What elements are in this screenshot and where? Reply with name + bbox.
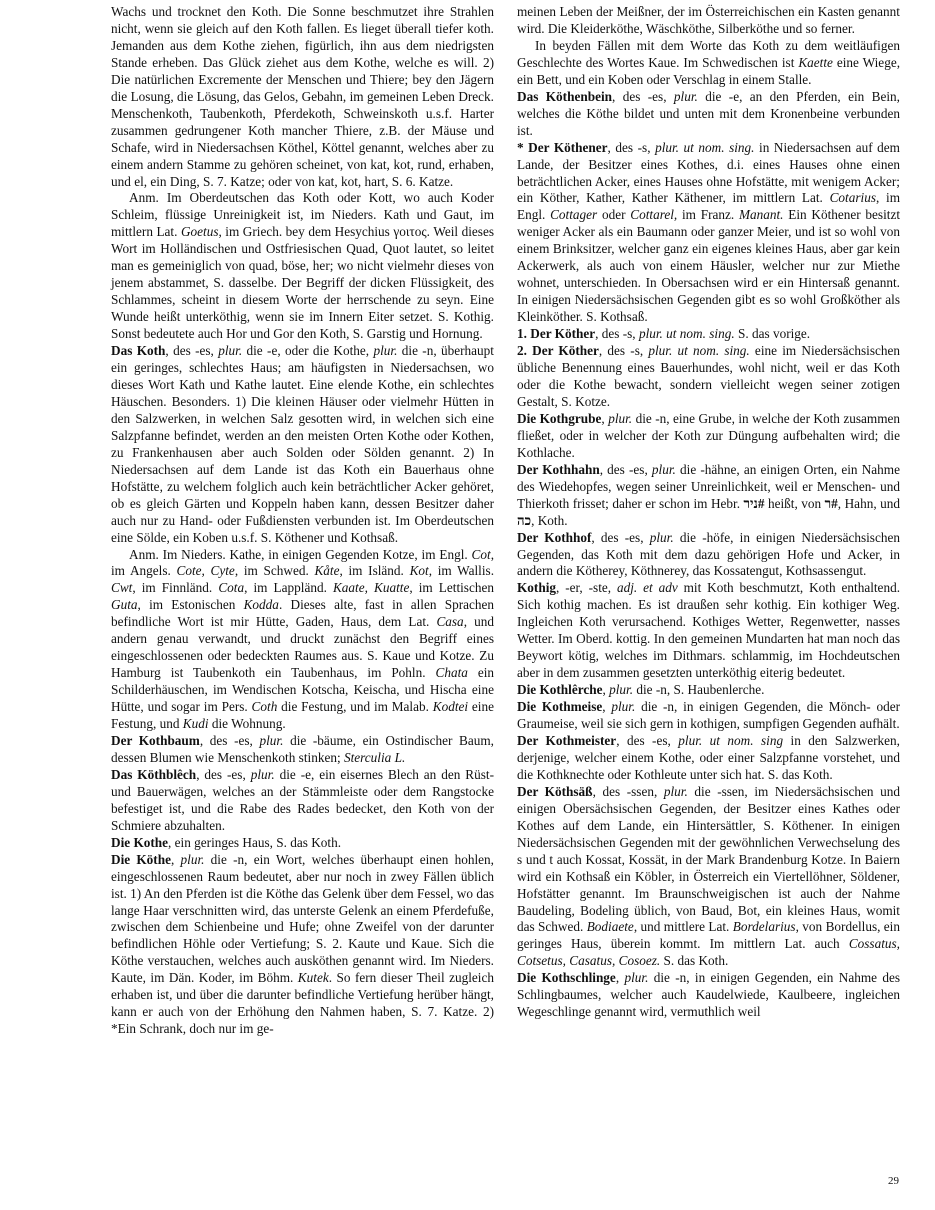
headword: 2. Der Köther bbox=[517, 343, 599, 359]
text-run: Wachs und trocknet den Koth. Die Sonne beschmutzet ihre Strahlen nicht, wenn sie gleich auf den Koth fallen. Es lieget überall tiefer koth. Jemanden aus dem Kothe ziehen, figürlich, ihn aus dem niedrigsten Stande erheben. Das Glück ziehet aus dem Kothe, welche es will. 2) Die natürlichen Excremente der Menschen und Thiere; bey den Jägern die Losung, die Lösung, das Gelos, Gebahn, im gemeinen Leben Dreck. Menschenkoth, Taubenkoth, Pferdekoth, Schweinskoth u.s.f. Harter zusammen gedrungener Koth mancher Thiere, z.B. der Mäuse und Schafe, wird in Niedersachsen Köthel, Köttel genannt, welches aber zu einem andern Stamme zu gehören scheinet, von kat, kot, rund, erhaben, und el, ein Ding, S. 7. Katze; oder von kat, kot, hart, S. 6. Katze. bbox=[111, 4, 494, 189]
text-run: , ein geringes Haus, S. das Koth. bbox=[168, 834, 342, 850]
italic-term: Coth bbox=[251, 699, 278, 715]
italic-term: Kot bbox=[409, 563, 429, 579]
italic-term: Kaate, Kuatte bbox=[332, 580, 410, 596]
dictionary-entry bbox=[517, 140, 900, 326]
italic-term: Kaette bbox=[798, 54, 833, 70]
text-run: eine Festung, und bbox=[111, 699, 494, 732]
text-run: eine im Niedersächsischen übliche Benennung eines Bauerhundes, wohl nicht, weil er das Koth oder die Kothe bewacht, sondern vielleicht wegen seiner zotigen Gestalt, S. Kotze. bbox=[517, 343, 900, 409]
headword: Kothig bbox=[517, 580, 557, 596]
dictionary-entry bbox=[517, 682, 900, 699]
italic-term: plur. bbox=[608, 410, 633, 426]
paragraph bbox=[517, 4, 900, 38]
italic-term: Kodtei bbox=[432, 699, 469, 715]
dictionary-entry bbox=[517, 580, 900, 682]
headword: 1. Der Köther bbox=[517, 326, 596, 342]
text-run: , des -es, bbox=[591, 529, 650, 545]
headword: Der Kothbaum bbox=[111, 732, 200, 748]
headword: Die Kothschlinge bbox=[517, 970, 616, 986]
text-run: , im Lettischen bbox=[409, 580, 494, 596]
italic-term: plur. bbox=[259, 732, 284, 748]
italic-term: Manant. bbox=[738, 207, 784, 223]
dictionary-entry bbox=[517, 699, 900, 733]
text-run: die -n, überhaupt ein geringes, schlechtes Haus; am häufigsten in Niedersachsen, wo dieses Wort Kath und Kathe lautet. Eine elende Kothe, ein schlechtes Häuschen. Besonders. 1) Die kleinen Häuser oder vielmehr Hütten in den Salzwerken, in welchen Salz gesotten wird, in welchen sich eine Salzpfanne befindet, werden an den meisten Orten Kothe oder Kothen, zu Frankenhausen aber auch Solden oder Sölden genannt. 2) In Niedersachsen auf dem Lande ist das Koth ein Bauerhaus ohne Hofstätte, zu welchem folglich auch kein beträchtlicher Acker gehöret, ob es gleich Gärten und Koppeln haben kann, dessen Besitzer daher auch nur zu Hand- oder Fußdiensten verbunden ist. Im Oberdeutschen eine Sölde, ein Koben u.s.f. S. Köthener und Kothsaß. bbox=[111, 343, 494, 545]
italic-term: Cwt bbox=[111, 580, 133, 596]
text-run: , Hahn, und bbox=[837, 495, 901, 511]
headword: Die Kothe bbox=[111, 834, 169, 850]
text-run: , und mittlere Lat. bbox=[633, 919, 733, 935]
italic-term: plur. ut nom. sing. bbox=[638, 326, 735, 342]
text-run: , bbox=[615, 970, 625, 986]
italic-term: plur. bbox=[673, 88, 698, 104]
italic-term: Kudi bbox=[182, 716, 209, 732]
text-run: , des -s, bbox=[607, 139, 656, 155]
headword: Der Köthsäß bbox=[517, 783, 593, 799]
italic-term: plur. bbox=[180, 851, 205, 867]
text-run: , von Bordellus, ein geringes Haus, überein kommt. Im mittlern Lat. auch bbox=[517, 919, 900, 952]
dictionary-entry bbox=[111, 852, 494, 1038]
text-run: die -bäume, ein Ostindischer Baum, dessen Blumen wie Menschenkoth stinken; bbox=[111, 732, 494, 765]
text-run: , bbox=[602, 699, 612, 715]
italic-term: Cotarius bbox=[829, 190, 876, 206]
dictionary-entry bbox=[517, 733, 900, 784]
text-run: im Franz. bbox=[677, 207, 739, 223]
italic-term: plur. bbox=[651, 461, 676, 477]
text-run: die -n, eine Grube, in welche der Koth zusammen fließet, oder in welcher der Koth zur Düngung aufbehalten wird; die Kothlache. bbox=[517, 410, 901, 460]
italic-term: plur. bbox=[611, 699, 636, 715]
headword: Der Kothmeister bbox=[517, 732, 617, 748]
italic-term: plur. bbox=[663, 783, 688, 799]
text-run: oder bbox=[597, 207, 631, 223]
italic-term: Cot bbox=[471, 546, 491, 562]
headword: Die Kothlêrche bbox=[517, 682, 603, 698]
text-run: die -n, in einigen Gegenden, ein Nahme des Schlingbaumes, welcher auch Kaudelwiede, Kaulbeere, ingleichen Wegeschlinge genannt wird, vermuthlich weil bbox=[517, 970, 900, 1020]
dictionary-entry bbox=[517, 462, 900, 530]
page-number: 29 bbox=[888, 1175, 899, 1187]
headword: Die Kothmeise bbox=[517, 699, 603, 715]
italic-term: plur. bbox=[624, 970, 649, 986]
headword: Die Köthe bbox=[111, 851, 171, 867]
text-run: , im Schwed. bbox=[234, 563, 315, 579]
text-run: , im Lappländ. bbox=[244, 580, 333, 596]
italic-term: plur. bbox=[649, 529, 674, 545]
headword: * Der Köthener bbox=[517, 139, 608, 155]
text-run: Ein Köthener besitzt weniger Acker als ein Baumann oder ganzer Meier, und ist so wohl von einem Brinksitzer, welcher ganz ein eigenes kleines Haus, aber gar kein Ackerwerk, als auch von einem Häusler, welcher nur zur Miethe wohnet, unterschieden. In Obersachsen wird er ein Hintersaß genannt. In einigen Niedersächsischen Gegenden gibt es so wohl Großköther als Kleinköther. S. Kothsaß. bbox=[517, 207, 900, 325]
headword: כה bbox=[517, 512, 532, 528]
italic-term: Bordelarius bbox=[732, 919, 796, 935]
text-run: , im Engl. bbox=[517, 190, 900, 223]
italic-term: Chata bbox=[435, 665, 468, 681]
italic-term: plur. ut nom. sing. bbox=[648, 343, 750, 359]
italic-term: adj. et adv bbox=[616, 580, 678, 596]
text-run: , des -es, bbox=[199, 732, 260, 748]
text-run: eine Wiege, ein Bett, und ein Koben oder Verschlag in einem Stalle. bbox=[517, 54, 901, 87]
text-run: , bbox=[170, 851, 181, 867]
text-run: , und andern genau verwandt, und druckt zunächst den Begriff eines eingeschlossenen oder bedeckten Raumes aus. S. Kaue und Kotze. Zu Hamburg ist Taubenkoth ein Taubenhaus, im Pohln. bbox=[111, 614, 494, 681]
text-run: in den Salzwerken, derjenige, welcher einem Kothe, oder einer Salzpfanne vorstehet, und die Kothknechte oder Kothleute unter sich hat. S. das Koth. bbox=[517, 732, 900, 782]
text-run: mit Koth beschmutzt, Koth enthaltend. Sich kothig machen. Es ist draußen sehr kothig. Ein kothiger Weg. Ingleichen Koth verursachend. Kothiges Wetter, Regenwetter, nasses Wetter. Im Oberd. kottig. In den gemeinen Mundarten hat man noch das Beywort kötig, welches im Dithmars. schlammig, im Hochdeutschen aber in dem zusammen gesetzten unterköthig eiterig bedeutet. bbox=[517, 580, 901, 681]
italic-term: Kodda bbox=[243, 597, 279, 613]
italic-term: Bodiaete bbox=[586, 919, 634, 935]
italic-term: Guta bbox=[111, 597, 138, 613]
text-run: S. das Koth. bbox=[660, 953, 729, 969]
dictionary-entry bbox=[111, 835, 494, 852]
paragraph bbox=[111, 4, 494, 190]
text-run: meinen Leben der Meißner, der im Österreichischen ein Kasten genannt wird. Die Kleiderköthe, Wäschköthe, Silberköthe und so ferner. bbox=[517, 4, 900, 36]
text-run: die Wohnung. bbox=[208, 716, 286, 732]
text-run: , des -es, bbox=[616, 732, 679, 748]
text-run: heißt, von bbox=[764, 495, 825, 511]
text-run: die -e, ein eisernes Blech an den Rüst- und Bauerwägen, welches an der Stämmleiste oder dem Rangstocke befestiget ist, und die Rabe des Rades bedecket, den Koth von der Schmiere abzuhalten. bbox=[111, 766, 494, 833]
text-run: die -höfe, in einigen Niedersächsischen Gegenden, das Koth mit dem dazu gehörigen Hofe und Acker, in andern die Kötherey, Köthnerey, das Kossatengut, Kothsassengut. bbox=[517, 529, 900, 579]
italic-term: Cottager bbox=[550, 207, 598, 223]
italic-term: plur. ut nom. sing bbox=[678, 732, 784, 748]
text-run: Anm. Im Nieders. Kathe, in einigen Gegenden Kotze, im Engl. bbox=[129, 546, 472, 562]
dictionary-entry bbox=[517, 89, 900, 140]
dictionary-entry bbox=[517, 343, 900, 411]
paragraph bbox=[517, 38, 900, 89]
text-run: in Niedersachsen auf dem Lande, der Besitzer eines Kothes, d.i. eines Hauses ohne einen beträchtlichen Acker, eines Hauses ohne Hofstätte, mit wenigem Acker; ein Köther, Kather, Kather Käthener, im mittlern Lat. bbox=[517, 139, 900, 206]
text-run: , Koth. bbox=[531, 512, 568, 528]
text-run: , bbox=[601, 410, 609, 426]
dictionary-entry bbox=[111, 733, 494, 767]
dictionary-entry bbox=[517, 326, 900, 343]
dictionary-entry bbox=[517, 530, 900, 581]
headword: Das Köthblêch bbox=[111, 766, 197, 782]
italic-term: plur. ut nom. sing. bbox=[655, 139, 755, 155]
text-run: , im Isländ. bbox=[339, 563, 410, 579]
text-run: die -n, ein Wort, welches überhaupt einen hohlen, eingeschlossenen Raum bedeutet, aber nur noch in zwey Fällen üblich ist. 1) An den Pferden ist die Köthe das Gelenk über dem Fessel, wo das lange Haar verschnitten wird, das unterste Gelenk an einem Pferdefuße, zwischen dem Schienbeine und Hufe; ohne Zweifel von der darunter befindlichen Höhle oder Vertiefung; S. 2. Kaute und Kaue. Sich die Köthe verstauchen, welches auch ausköthen genannt wird. Im Nieders. Kaute, im Dän. Koder, im Böhm. bbox=[111, 851, 494, 986]
text-run: die Festung, und im Malab. bbox=[277, 699, 433, 715]
italic-term: plur. bbox=[218, 343, 243, 359]
text-run: , -er, -ste, bbox=[556, 580, 617, 596]
italic-term: Cottarel, bbox=[630, 207, 678, 223]
dictionary-entry bbox=[517, 970, 900, 1021]
headword: Die Kothgrube bbox=[517, 410, 602, 426]
dictionary-entry bbox=[517, 784, 900, 970]
italic-term: Cota bbox=[218, 580, 245, 596]
text-run: Anm. Im Oberdeutschen das Koth oder Kott, wo auch Koder Schleim, flüssige Unreinigkeit ist, im Nieders. Kath und Gaut, im mittlern Lat. bbox=[111, 190, 494, 240]
text-run: , des -es, bbox=[612, 88, 674, 104]
left-column bbox=[111, 4, 494, 1038]
paragraph bbox=[111, 190, 494, 343]
text-run: , des -s, bbox=[595, 326, 639, 342]
text-run: die -n, S. Haubenlerche. bbox=[633, 682, 765, 698]
italic-term: Kåte bbox=[314, 563, 340, 579]
text-run: , bbox=[602, 682, 610, 698]
text-run: , im Wallis. bbox=[428, 563, 495, 579]
text-run: , im Angels. bbox=[111, 546, 494, 579]
text-run: ein Schilderhäuschen, im Wendischen Kotscha, Keischa, und Hischa eine Hütte, und sogar im Pers. bbox=[111, 665, 494, 715]
text-run: , des -es, bbox=[165, 343, 219, 359]
italic-term: Kutek bbox=[297, 970, 329, 986]
text-run: , des -s, bbox=[598, 343, 649, 359]
headword: ניר# bbox=[743, 495, 765, 511]
headword: Der Kothhof bbox=[517, 529, 592, 545]
text-run: die -hähne, an einigen Orten, ein Nahme des Wiedehopfes, wegen seiner Unreinlichkeit, weil er Menschen- und Thierkoth frisset; daher er schon im Hebr. bbox=[517, 461, 900, 511]
text-run: die -e, an den Pferden, ein Bein, welches die Köthe bildet und unten mit dem Kronenbeine verbunden ist. bbox=[517, 88, 900, 138]
text-run: die -ssen, im Niedersächsischen und einigen Obersächsischen Gegenden, der Besitzer eines Kathes oder Kothes auf dem Lande, ein Hintersättler, S. Köthener. In einigen Niedersächsischen Gegenden mit der gewöhnlichen Verwechselung des s und t auch Kossat, Kossät, in der Mark Brandenburg Kotze. In Baiern wird ein Kothsaß ein Köbler, in Österreich ein Viertellöhner, Söldener, Hofstätter genannt. Im Braunschweigischen ist auch der Nahme Baudeling, Bodeling üblich, von Baud, Bot, ein kleines Haus, womit das Schwed. bbox=[517, 783, 900, 935]
italic-term: Cossatus, Cotsetus, Casatus, Cosoez. bbox=[517, 936, 900, 969]
text-run: . Dieses alte, fast in allen Sprachen befindliche Wort ist mir Hütte, Gaden, Haus, dem Lat. bbox=[111, 597, 494, 630]
text-run: , im Griech. bey dem Hesychius γοιτος. Weil dieses Wort im Holländischen und Ostfriesischen Quad, Quot lautet, so leitet man es gemeiniglich von quad, böse, her; wo nicht vielmehr dieses von jenem abstammet, S. dasselbe. Der Begriff der dicken Flüssigkeit, des Schlammes, scheint in diesem Worte der herrschende zu seyn. Eine Wunde heißt unterköthig, wenn sie im Innern Eiter setzet. S. Kothig. Sonst bedeutete auch Hor und Gor den Koth, S. Garstig und Hornung. bbox=[111, 224, 494, 342]
paragraph bbox=[111, 547, 494, 733]
italic-term: Cote, Cyte bbox=[176, 563, 235, 579]
dictionary-entry bbox=[111, 343, 494, 546]
text-run: , im Finnländ. bbox=[132, 580, 219, 596]
text-run: die -e, oder die Kothe, bbox=[242, 343, 374, 359]
text-run: , des -ssen, bbox=[592, 783, 664, 799]
headword: ר# bbox=[824, 495, 838, 511]
text-run: . So fern dieser Theil zugleich erhaben ist, und über die darunter befindliche Vertiefung herüber hängt, kann er auch von der Erhöhung den Nahmen haben, S. 7. Katze. 2) *Ein Schrank, doch nur im ge- bbox=[111, 970, 494, 1037]
text-run: , des -es, bbox=[196, 766, 251, 782]
italic-term: Goetus bbox=[180, 224, 219, 240]
italic-term: plur. bbox=[609, 682, 634, 698]
text-run: In beyden Fällen mit dem Worte das Koth zu dem weitläufigen Geschlechte des Wortes Kaue. Im Schwedischen ist bbox=[517, 37, 900, 70]
headword: Der Kothhahn bbox=[517, 461, 600, 477]
italic-term: Sterculia L. bbox=[343, 749, 406, 765]
italic-term: plur. bbox=[373, 343, 398, 359]
dictionary-entry bbox=[517, 411, 900, 462]
right-column bbox=[517, 4, 900, 1021]
text-run: , im Estonischen bbox=[137, 597, 244, 613]
text-run: die -n, in einigen Gegenden, die Mönch- oder Graumeise, weil sie sich gern in kothigen, sumpfigen Gegenden aufhält. bbox=[517, 699, 901, 732]
dictionary-entry bbox=[111, 767, 494, 835]
italic-term: plur. bbox=[250, 766, 275, 782]
headword: Das Koth bbox=[111, 343, 166, 359]
text-run: S. das vorige. bbox=[734, 326, 811, 342]
text-run: , des -es, bbox=[599, 461, 652, 477]
italic-term: Casa bbox=[436, 614, 464, 630]
headword: Das Köthenbein bbox=[517, 88, 612, 104]
